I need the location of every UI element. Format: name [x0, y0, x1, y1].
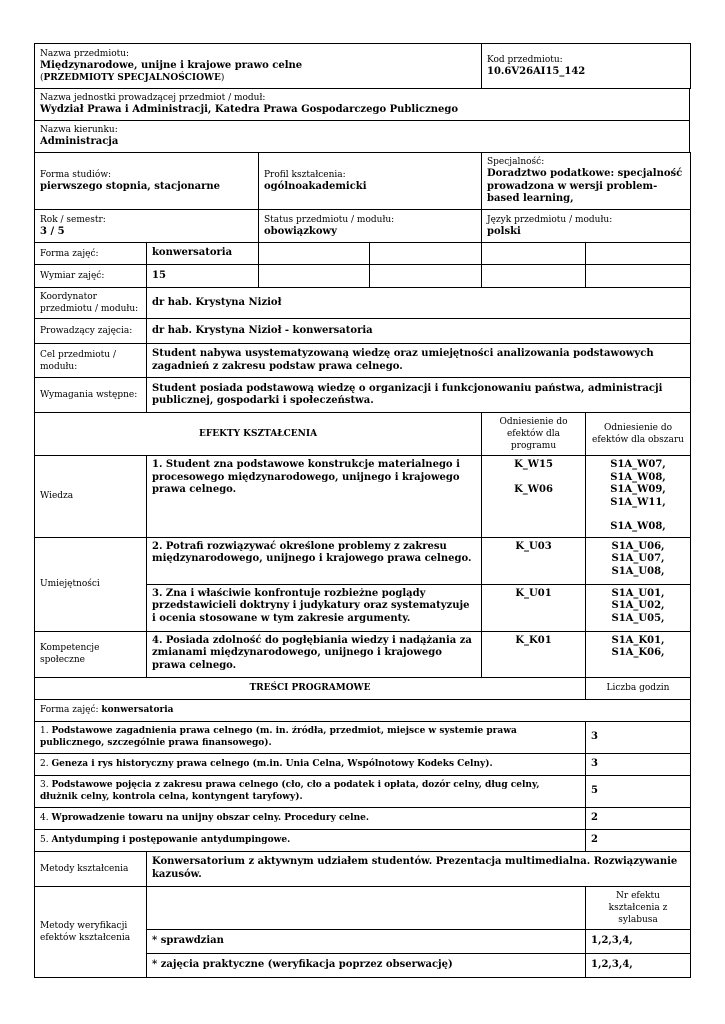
topic-row: 4. Wprowadzenie towaru na unijny obszar celny. Procedury celne. — [35, 807, 586, 829]
class-form-value: konwersatoria — [147, 243, 259, 265]
effects-table — [34, 412, 691, 678]
prerequisites-label: Wymagania wstępne: — [35, 378, 147, 413]
course-code-cell — [482, 44, 691, 89]
effect-1-area: S1A_W07, S1A_W08, S1A_W09, S1A_W11, S1A_W08, — [586, 456, 691, 538]
syllabus-page — [34, 43, 690, 978]
effects-area-header: Odniesienie do efektów dla obszaru — [586, 413, 691, 456]
prerequisites-value: Student posiada podstawową wiedzę o organizacji i funkcjonowaniu państwa, administracji publicznej, gospodarki i społeczeństwa. — [147, 378, 691, 413]
language-label: Język przedmiotu / modułu: — [487, 214, 613, 225]
effect-2-area: S1A_U06, S1A_U07, S1A_U08, — [586, 537, 691, 584]
field-value: Administracja — [40, 136, 119, 148]
year-value: 3 / 5 — [40, 225, 65, 237]
course-code-value: 10.6V26AI15_142 — [487, 65, 586, 77]
details-table — [34, 242, 691, 413]
effect-2-program: K_U03 — [482, 537, 586, 584]
status-value: obowiązkowy — [264, 225, 337, 237]
topic-hours: 3 — [586, 721, 691, 753]
hours-value: 15 — [147, 265, 259, 288]
year-label: Rok / semestr: — [40, 214, 106, 225]
hours-label: Wymiar zajęć: — [35, 265, 147, 288]
unit-value: Wydział Prawa i Administracji, Katedra Prawa Gospodarczego Publicznego — [40, 104, 459, 116]
skills-label: Umiejętności — [35, 537, 147, 631]
header-table — [34, 43, 691, 89]
topic-row: 2. Geneza i rys historyczny prawa celnego (m.in. Unia Celna, Wspólnotowy Kodeks Celny). — [35, 753, 586, 775]
coordinator-value: dr hab. Krystyna Nizioł — [147, 288, 691, 319]
specialty-label: Specjalność: — [487, 157, 545, 167]
goal-value: Student nabywa usystematyzowaną wiedzę oraz umiejętności analizowania podstawowych zagadnień z zakresu podstaw prawa celnego. — [147, 344, 691, 378]
verification-effects: 1,2,3,4, — [586, 929, 691, 953]
effect-1-program: K_W15 K_W06 — [482, 456, 586, 538]
course-code-label: Kod przedmiotu: — [487, 54, 563, 65]
content-table — [34, 677, 691, 852]
methods-label: Metody kształcenia — [35, 851, 147, 886]
effect-4-text: 4. Posiada zdolność do pogłębiania wiedzy i nadążania za zmianami międzynarodowego, unijnego i krajowego prawa celnego. — [147, 631, 482, 677]
class-form-label: Forma zajęć: — [35, 243, 147, 265]
unit-label: Nazwa jednostki prowadzącej przedmiot / moduł: — [40, 93, 266, 104]
topic-hours: 3 — [586, 753, 691, 775]
knowledge-label: Wiedza — [35, 456, 147, 538]
goal-label: Cel przedmiotu / modułu: — [35, 344, 147, 378]
effect-4-program: K_K01 — [482, 631, 586, 677]
content-hours-header: Liczba godzin — [586, 677, 691, 699]
effects-title: EFEKTY KSZTAŁCENIA — [35, 413, 482, 456]
instructor-label: Prowadzący zajęcia: — [35, 319, 147, 344]
verification-label: Metody weryfikacji efektów kształcenia — [35, 886, 147, 977]
course-name-label: Nazwa przedmiotu: — [40, 48, 130, 59]
specialty-value: Doradztwo podatkowe: specjalność prowadzona w wersji problem-based learning, — [487, 168, 683, 204]
status-label: Status przedmiotu / modułu: — [264, 214, 395, 225]
content-form-value: konwersatoria — [101, 705, 174, 715]
study-form-value: pierwszego stopnia, stacjonarne — [40, 180, 221, 192]
topic-hours: 2 — [586, 807, 691, 829]
instructor-value: dr hab. Krystyna Nizioł - konwersatoria — [147, 319, 691, 344]
verification-method: * zajęcia praktyczne (weryfikacja poprzez obserwację) — [147, 953, 586, 977]
content-form-row — [35, 699, 691, 721]
profile-label: Profil kształcenia: — [264, 169, 346, 180]
language-value: polski — [487, 225, 521, 237]
field-label: Nazwa kierunku: — [40, 125, 118, 136]
effect-3-program: K_U01 — [482, 584, 586, 631]
content-title: TREŚCI PROGRAMOWE — [35, 677, 586, 699]
effect-3-area: S1A_U01, S1A_U02, S1A_U05, — [586, 584, 691, 631]
effects-program-header: Odniesienie do efektów dla programu — [482, 413, 586, 456]
effect-4-area: S1A_K01, S1A_K06, — [586, 631, 691, 677]
topic-row: 5. Antydumping i postępowanie antydumpingowe. — [35, 829, 586, 851]
content-form-label: Forma zajęć: — [40, 705, 99, 715]
topic-hours: 2 — [586, 829, 691, 851]
methods-table — [34, 851, 691, 978]
study-table — [34, 152, 691, 243]
course-name-sub: (PRZEDMIOTY SPECJALNOŚCIOWE) — [40, 73, 225, 84]
topic-row: 3. Podstawowe pojęcia z zakresu prawa celnego (cło, cło a podatek i opłata, dozór celny, dług celny, dłużnik celny, kontrola celna, kontyngent taryfowy). — [35, 775, 586, 807]
topic-row: 1. Podstawowe zagadnienia prawa celnego (m. in. źródła, przedmiot, miejsce w systemie prawa publicznego, szczególnie prawa finansowego). — [35, 721, 586, 753]
topic-hours: 5 — [586, 775, 691, 807]
profile-value: ogólnoakademicki — [264, 180, 367, 192]
methods-value: Konwersatorium z aktywnym udziałem studentów. Prezentacja multimedialna. Rozwiązywanie kazusów. — [147, 851, 691, 886]
course-name-cell — [35, 44, 482, 89]
course-name-value: Międzynarodowe, unijne i krajowe prawo celne — [40, 59, 303, 71]
verification-method: * sprawdzian — [147, 929, 586, 953]
effect-number-header: Nr efektu kształcenia z sylabusa — [586, 886, 691, 929]
effect-1-text: 1. Student zna podstawowe konstrukcje materialnego i procesowego międzynarodowego, unijnego i krajowego prawa celnego. — [147, 456, 482, 538]
effect-3-text: 3. Zna i właściwie konfrontuje rozbieżne poglądy przedstawicieli doktryny i judykatury oraz systematyzuje i ocenia stosowane w tym zakresie argumenty. — [147, 584, 482, 631]
effect-2-text: 2. Potrafi rozwiązywać określone problemy z zakresu międzynarodowego, unijnego i krajowego prawa celnego. — [147, 537, 482, 584]
study-form-label: Forma studiów: — [40, 169, 112, 180]
verification-effects: 1,2,3,4, — [586, 953, 691, 977]
competences-label: Kompetencje społeczne — [35, 631, 147, 677]
coordinator-label: Koordynator przedmiotu / modułu: — [35, 288, 147, 319]
unit-table — [34, 88, 690, 153]
